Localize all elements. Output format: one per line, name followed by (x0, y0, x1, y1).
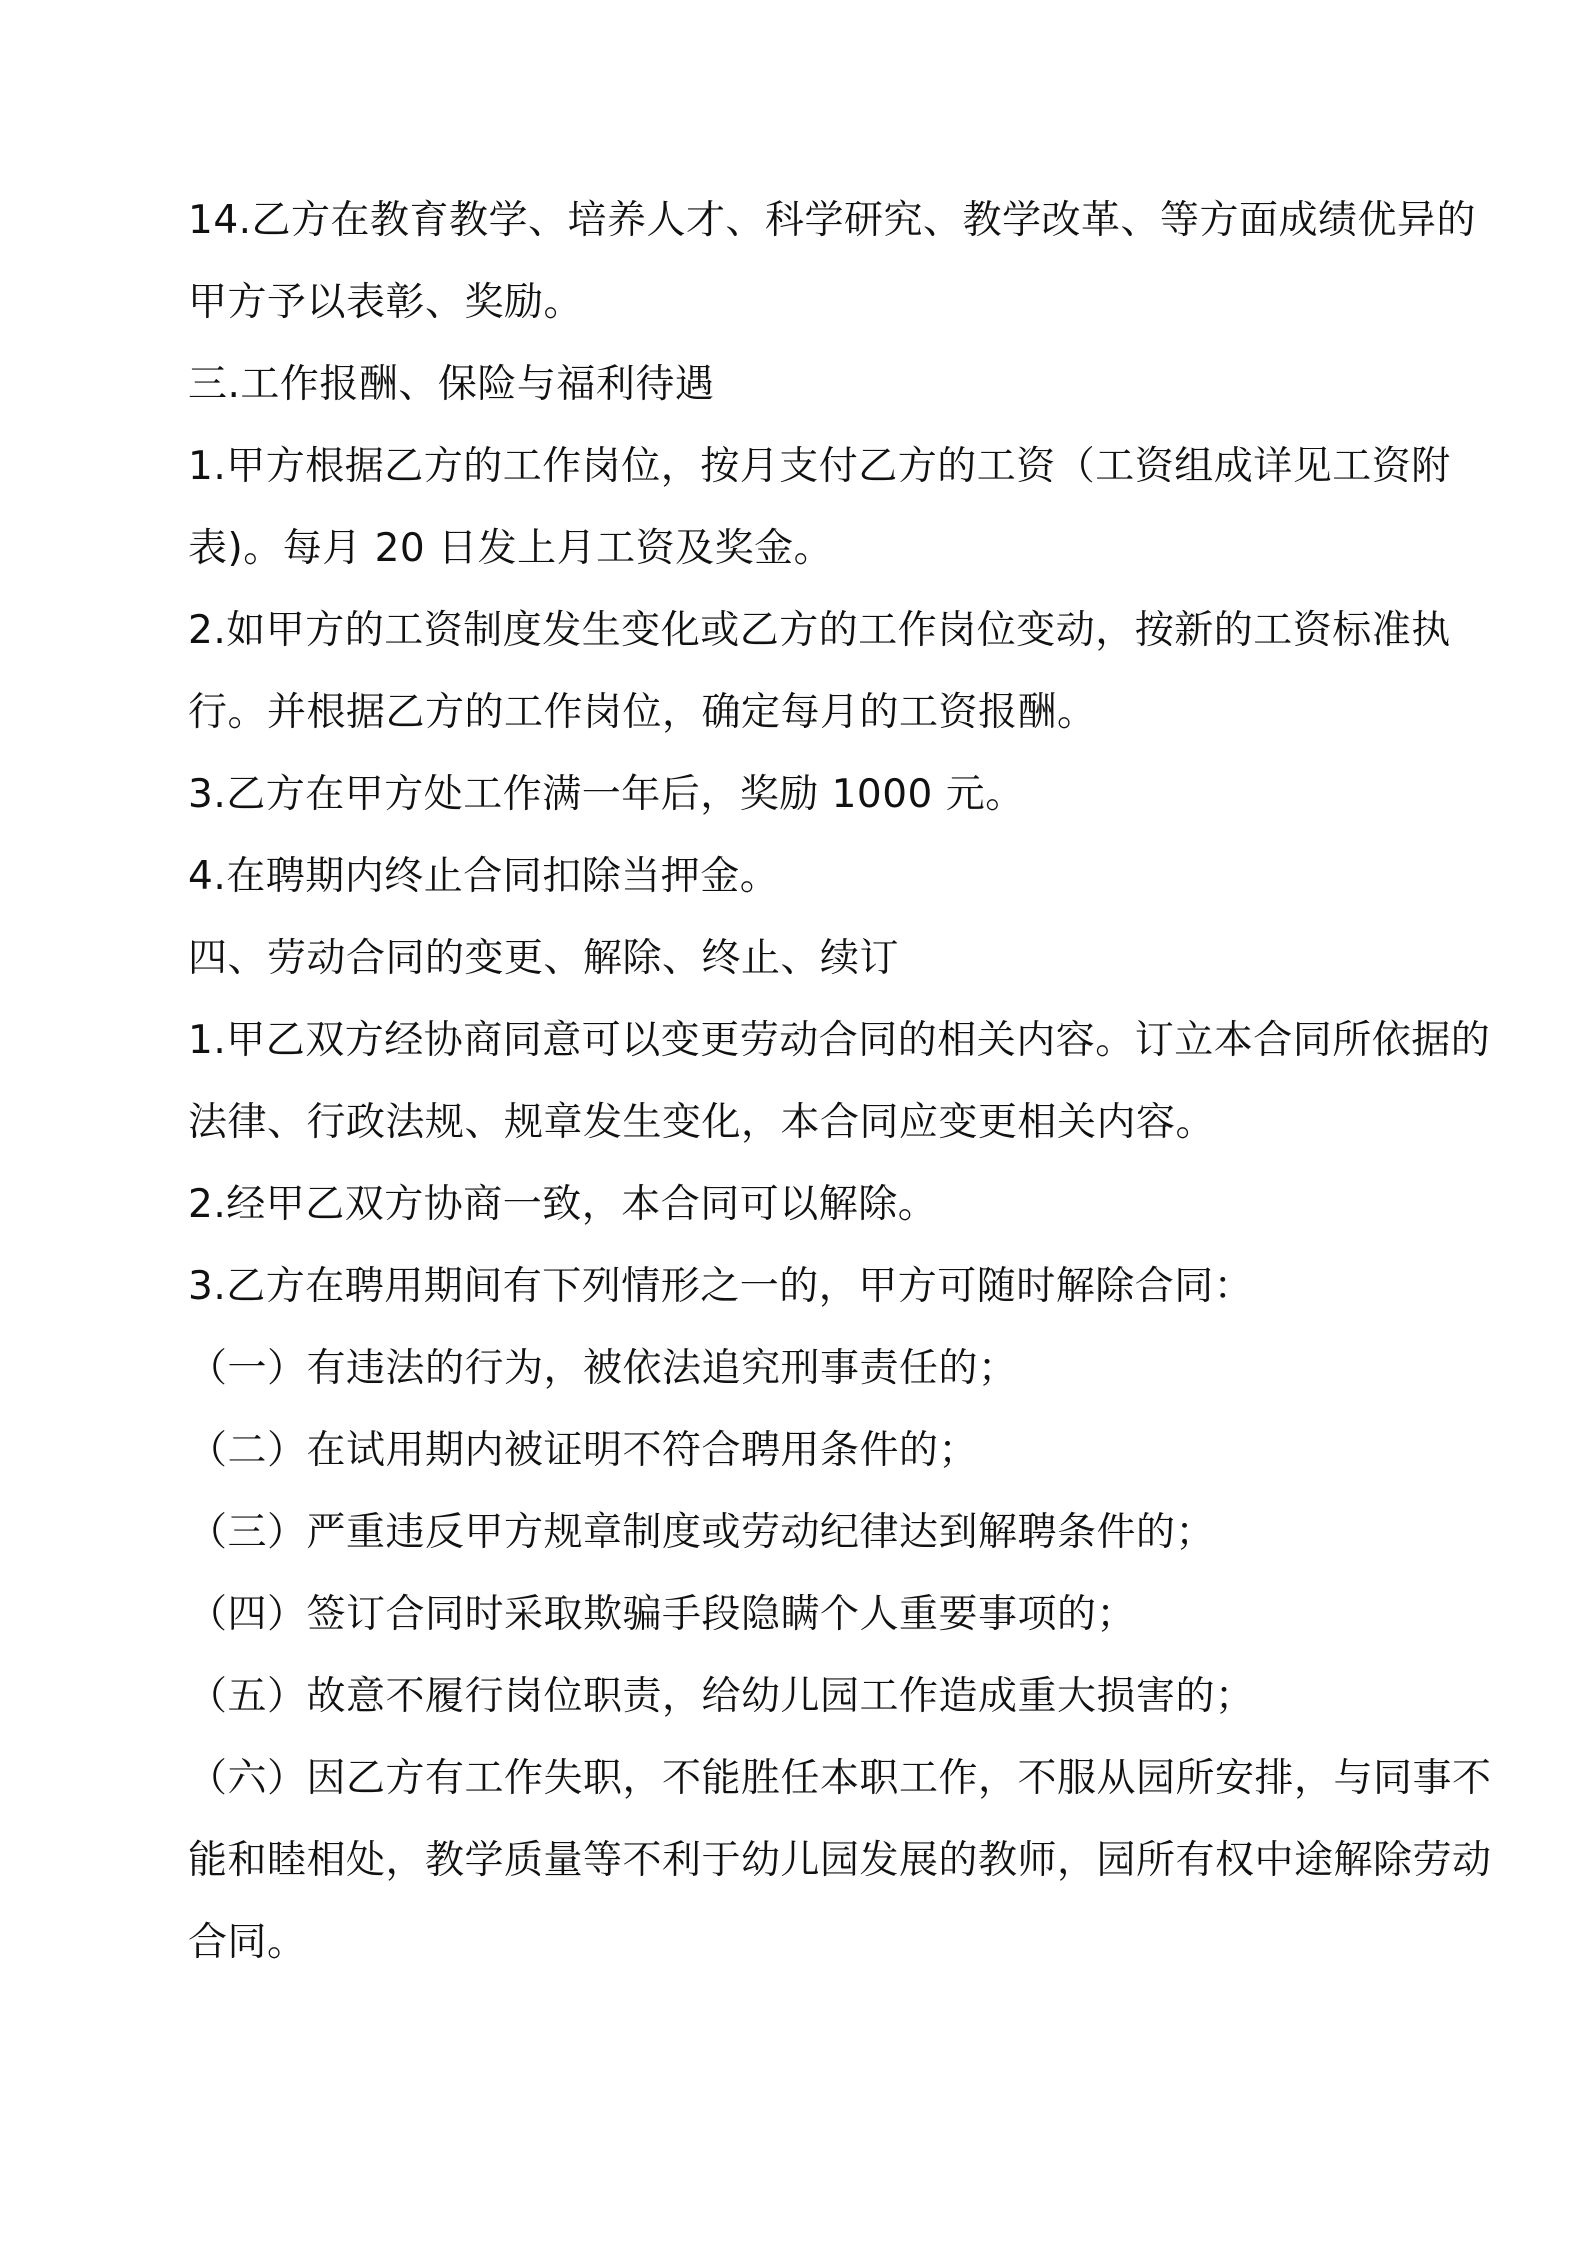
text-line: 法律、行政法规、规章发生变化，本合同应变更相关内容。 (188, 1100, 1216, 1145)
text-line: 4.在聘期内终止合同扣除当押金。 (188, 854, 780, 899)
text-line: 3.乙方在聘用期间有下列情形之一的，甲方可随时解除合同： (188, 1264, 1254, 1309)
list-item: （一）有违法的行为，被依法追究刑事责任的； (188, 1346, 1018, 1391)
text-line: 行。并根据乙方的工作岗位，确定每月的工资报酬。 (188, 690, 1097, 735)
list-item: （三）严重违反甲方规章制度或劳动纪律达到解聘条件的； (188, 1510, 1216, 1555)
text-line: 表)。每月 20 日发上月工资及奖金。 (188, 526, 834, 571)
section-heading: 三.工作报酬、保险与福利待遇 (188, 362, 715, 407)
text-line: 2.如甲方的工资制度发生变化或乙方的工作岗位变动，按新的工资标准执 (188, 608, 1451, 653)
list-item: （四）签订合同时采取欺骗手段隐瞒个人重要事项的； (188, 1592, 1137, 1637)
section-heading: 四、劳动合同的变更、解除、终止、续订 (188, 936, 900, 981)
list-item: （六）因乙方有工作失职，不能胜任本职工作，不服从园所安排，与同事不 (188, 1756, 1492, 1801)
text-line: 14.乙方在教育教学、培养人才、科学研究、教学改革、等方面成绩优异的 (188, 198, 1477, 243)
list-item: （二）在试用期内被证明不符合聘用条件的； (188, 1428, 979, 1473)
text-line: 能和睦相处，教学质量等不利于幼儿园发展的教师，园所有权中途解除劳动 (188, 1838, 1492, 1883)
text-line: 1.甲方根据乙方的工作岗位，按月支付乙方的工资（工资组成详见工资附 (188, 444, 1451, 489)
text-line: 甲方予以表彰、奖励。 (188, 280, 584, 325)
text-line: 3.乙方在甲方处工作满一年后，奖励 1000 元。 (188, 772, 1025, 817)
text-line: 2.经甲乙双方协商一致，本合同可以解除。 (188, 1182, 938, 1227)
document-body (188, 180, 1492, 1984)
text-line: 合同。 (188, 1920, 307, 1965)
text-line: 1.甲乙双方经协商同意可以变更劳动合同的相关内容。订立本合同所依据的 (188, 1018, 1491, 1063)
list-item: （五）故意不履行岗位职责，给幼儿园工作造成重大损害的； (188, 1674, 1255, 1719)
